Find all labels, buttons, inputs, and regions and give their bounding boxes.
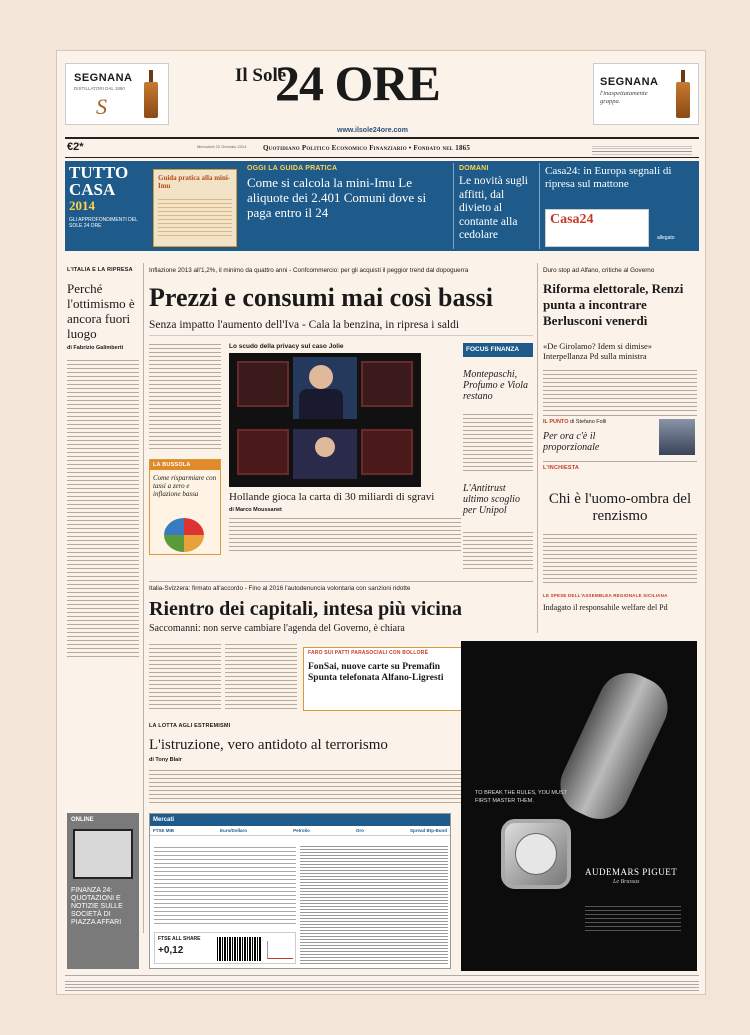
focus-headline-2[interactable]: L'Antitrust ultimo scoglio per Unipol	[463, 483, 520, 516]
photo-caption: Lo scudo della privacy sul caso Jolie	[229, 343, 344, 350]
focus-text-2	[463, 529, 533, 569]
barcode-icon	[217, 937, 261, 961]
right-headline[interactable]: Riforma elettorale, Renzi punta a incontrare Berlusconi venerdì	[543, 281, 684, 328]
focus-headline-1[interactable]: Montepaschi, Profumo e Viola restano	[463, 369, 528, 402]
photo-author: di Marco Moussanet	[229, 507, 282, 513]
third-headline[interactable]: L'istruzione, vero antidoto al terrorismo	[149, 737, 388, 753]
market-table-2: Euro/Dollaro	[220, 828, 248, 833]
welfare-headline[interactable]: Indagato il responsabile welfare del Pd	[543, 603, 668, 612]
market-table-3: Petrolio	[293, 828, 310, 833]
tutto-casa-line2: CASA	[69, 180, 116, 199]
online-text: FINANZA 24: QUOTAZIONI E NOTIZIE SULLE SOCIETÀ DI PIAZZA AFFARI	[71, 887, 123, 926]
welfare-kicker: LE SPESE DELL'ASSEMBLEA REGIONALE SICILIANA	[543, 593, 668, 598]
casa24-note: allegato	[657, 235, 675, 241]
fonsai-kicker: FARO SUI PATTI PARASOCIALI CON BOLLORÉ	[308, 650, 429, 656]
masthead-fineprint-right	[592, 144, 692, 156]
left-article-text	[67, 357, 139, 657]
second-text-2	[225, 641, 297, 711]
domani-kicker: DOMANI	[459, 165, 489, 172]
masthead-url[interactable]: www.ilsole24ore.com	[337, 127, 408, 134]
markets-text	[154, 844, 296, 926]
focus-label: FOCUS FINANZA	[463, 343, 533, 357]
casa24-thumbnail[interactable]	[545, 209, 649, 247]
masthead-subtitle: Quotidiano Politico Economico Finanziario • Fondato nel 1865	[263, 144, 471, 152]
online-label: ONLINE	[71, 817, 94, 823]
casa24-logo: Casa24	[550, 212, 594, 227]
lead-deck: Senza impatto l'aumento dell'Iva - Cala la benzina, in ripresa i saldi	[149, 319, 460, 331]
left-kicker: L'ITALIA E LA RIPRESA	[67, 267, 133, 273]
markets-header	[150, 814, 450, 826]
focus-text-1	[463, 411, 533, 471]
markets-table	[300, 844, 448, 964]
hollande-photo[interactable]	[229, 353, 421, 487]
online-screen	[73, 829, 133, 879]
markets-box-headline: FTSE ALL SHARE	[158, 936, 201, 942]
watch-icon	[501, 819, 571, 889]
lotta-kicker: LA LOTTA AGLI ESTREMISMI	[149, 723, 231, 729]
tutto-casa-line1: TUTTO	[69, 163, 129, 182]
markets-tickers	[150, 826, 450, 836]
right-kicker: Duro stop ad Alfano, critiche al Governo	[543, 267, 655, 274]
inchiesta-headline[interactable]: Chi è l'uomo-ombra del renzismo	[548, 491, 692, 524]
second-text	[149, 641, 221, 711]
lead-headline[interactable]: Prezzi e consumi mai così bassi	[149, 283, 493, 312]
newspaper-page	[56, 50, 706, 995]
casa24-headline[interactable]: Casa24: in Europa segnali di ripresa sul mattone	[545, 165, 672, 190]
ap-brand: AUDEMARS PIGUET	[585, 867, 678, 877]
segnana-brand: SEGNANA	[74, 72, 133, 84]
markets-box	[154, 932, 296, 964]
footer-fineprint	[65, 979, 699, 991]
tutto-casa-box[interactable]	[69, 164, 149, 248]
guida-thumbnail[interactable]	[153, 169, 237, 247]
punto-headline[interactable]: Per ora c'è il proporzionale	[543, 431, 600, 453]
inchiesta-text	[543, 531, 697, 583]
segnana-tagline-right: l'inaspettatamente grappa.	[600, 90, 648, 105]
right-quote: «De Girolamo? Idem si dimise» Interpellanza Pd sulla ministra	[543, 341, 653, 361]
ap-fineprint	[585, 903, 681, 933]
second-deck: Saccomanni: non serve cambiare l'agenda del Governo, è chiara	[149, 623, 405, 634]
mini-chart-icon	[267, 941, 293, 959]
segnana-brand-right: SEGNANA	[600, 76, 659, 88]
markets-box-value: +0,12	[158, 945, 184, 956]
punto-kicker: IL PUNTO	[543, 419, 569, 425]
segnana-tagline: DISTILLATORI DAL 1860	[74, 86, 125, 91]
guida-thumb-title: Guida pratica alla mini-Imu	[158, 174, 231, 190]
online-ad[interactable]	[67, 813, 139, 969]
market-table-1: FTSE MIB	[153, 828, 174, 833]
bottle-icon-right	[676, 70, 690, 118]
markets-label: Mercati	[153, 817, 175, 823]
market-table-4: Oro	[355, 828, 364, 833]
bussola-headline: Come risparmiare con tassi a zero e inflazione bassa	[153, 474, 217, 498]
masthead-logo[interactable]: 24 ORE	[275, 55, 440, 111]
guida-headline[interactable]: Come si calcola la mini-Imu Le aliquote dei 2.401 Comuni dove si paga entro il 24	[247, 175, 427, 220]
domani-headline[interactable]: Le novità sugli affitti, dal divieto al contante alla cedolare	[459, 175, 528, 241]
gauge-icon	[164, 518, 204, 552]
ap-quote: TO BREAK THE RULES, YOU MUST FIRST MASTER THEM.	[475, 790, 567, 804]
bussola-kicker: LA BUSSOLA	[150, 460, 220, 470]
bottle-icon	[144, 70, 158, 118]
right-text	[543, 367, 697, 411]
photo-article-text	[229, 515, 461, 551]
second-headline[interactable]: Rientro dei capitali, intesa più vicina	[149, 598, 462, 620]
date: Mercoledì 22 Gennaio 2014	[197, 144, 247, 149]
segnana-ad-left[interactable]	[65, 63, 169, 125]
guida-kicker: OGGI LA GUIDA PRATICA	[247, 165, 338, 172]
second-kicker: Italia-Svizzera: firmato all'accordo - Fino al 2016 l'autodenuncia volontaria con sanzioni ridotte	[149, 585, 411, 592]
punto-label	[543, 419, 606, 425]
tutto-casa-caption: GLI APPROFONDIMENTI DEL SOLE 24 ORE	[69, 217, 138, 229]
market-table-5: Spread Btp-Bund	[409, 828, 447, 833]
third-author: di Tony Blair	[149, 757, 182, 763]
lead-kicker: Inflazione 2013 all'1,2%, il minimo da quattro anni - Confcommercio: per gli acquisti il peggior trend dal dopoguerra	[149, 267, 469, 274]
bussola-box[interactable]	[149, 459, 221, 555]
segnana-ad-right[interactable]	[593, 63, 699, 125]
script-logo-icon: S	[96, 94, 107, 119]
photo-headline[interactable]: Hollande gioca la carta di 30 miliardi di sgravi	[229, 491, 435, 503]
tutto-casa-year: 2014	[69, 198, 95, 213]
left-author: di Fabrizio Galimberti	[67, 345, 124, 351]
fonsai-headline: FonSai, nuove carte su Premafin Spunta telefonata Alfano-Ligresti	[308, 662, 444, 683]
ap-sub: Le Brassus	[613, 879, 640, 885]
audemars-piguet-ad[interactable]	[461, 641, 697, 971]
price: €2*	[67, 141, 84, 153]
markets-block[interactable]	[149, 813, 451, 969]
lead-text-col1	[149, 341, 221, 451]
inchiesta-kicker: L'INCHIESTA	[543, 465, 580, 471]
masthead-brand-small: Il Sole	[235, 65, 287, 86]
left-headline[interactable]: Perché l'ottimismo è ancora fuori luogo	[67, 281, 135, 341]
folli-avatar	[659, 419, 695, 455]
punto-author: di Stefano Folli	[570, 419, 607, 425]
